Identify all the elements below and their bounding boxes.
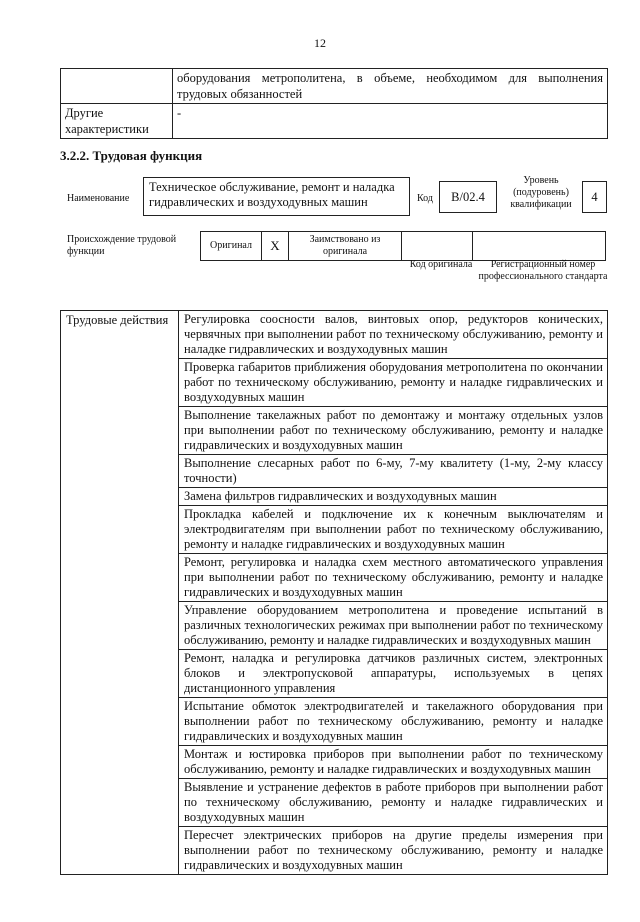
action-item: Испытание обмоток электродвигателей и такелажного оборудования при выполнении работ по техническому обслуживанию, ремонту и наладке гидравлических и воздуходувных машин [179, 698, 608, 746]
origin-reg-caption: Регистрационный номер профессионального стандарта [478, 259, 608, 282]
function-level: 4 [582, 181, 607, 213]
name-label: Наименование [67, 193, 130, 204]
page-number: 12 [314, 36, 326, 50]
level-label: Уровень (подуровень) квалификации [510, 175, 572, 210]
action-item: Проверка габаритов приближения оборудования метрополитена по окончании работ по техническому обслуживанию, ремонту и наладке гидравлических и воздуходувных машин [179, 359, 608, 407]
action-item: Монтаж и юстировка приборов при выполнении работ по техническому обслуживанию, ремонту и наладке гидравлических и воздуходувных машин [179, 746, 608, 779]
table-row [61, 104, 608, 139]
actions-label: Трудовые действия [61, 311, 179, 875]
origin-label: Происхождение трудовой функции [67, 234, 177, 257]
action-item: Ремонт, наладка и регулировка датчиков различных систем, электронных блоков и электропусковой аппаратуры, используемых в цепях дистанционного управления [179, 650, 608, 698]
action-item: Управление оборудованием метрополитена и проведение испытаний в различных технологических режимах при выполнении работ по техническому обслуживанию, ремонту и наладке гидравлических и воздуходувных машин [179, 602, 608, 650]
origin-code-caption: Код оригинала [409, 259, 473, 270]
action-item: Замена фильтров гидравлических и воздуходувных машин [179, 488, 608, 506]
top-table [60, 68, 608, 139]
action-item: Выполнение такелажных работ по демонтажу и монтажу отдельных узлов при выполнении работ по техническому обслуживанию, ремонту и наладке гидравлических и воздуходувных машин [179, 407, 608, 455]
actions-table [60, 310, 608, 875]
code-label: Код [417, 193, 433, 204]
action-item: Прокладка кабелей и подключение их к конечным выключателям и электродвигателям при выполнении работ по техническому обслуживанию, ремонту и наладке гидравлических и воздуходувных машин [179, 506, 608, 554]
original-mark: X [262, 232, 289, 261]
action-item: Пересчет электрических приборов на другие пределы измерения при выполнении работ по техническому обслуживанию, ремонту и наладке гидравлических и воздуходувных машин [179, 827, 608, 875]
action-item: Выполнение слесарных работ по 6-му, 7-му квалитету (1-му, 2-му классу точности) [179, 455, 608, 488]
origin-table [200, 231, 606, 261]
function-name: Техническое обслуживание, ремонт и наладка гидравлических и воздуходувных машин [143, 177, 410, 216]
action-item: Регулировка соосности валов, винтовых опор, редукторов конических, червячных при выполнении работ по техническому обслуживанию, ремонту и наладке гидравлических и воздуходувных машин [179, 311, 608, 359]
origin-reg-cell [473, 232, 606, 261]
table-row [61, 69, 608, 104]
row-label [61, 69, 173, 104]
action-item: Выявление и устранение дефектов в работе приборов при выполнении работ по техническому обслуживанию, ремонту и наладке гидравлических и воздуходувных машин [179, 779, 608, 827]
table-row [61, 311, 608, 359]
row-value: оборудования метрополитена, в объеме, необходимом для выполнения трудовых обязанностей [173, 69, 608, 104]
origin-code-cell [402, 232, 473, 261]
row-value-other: - [173, 104, 608, 139]
function-code: B/02.4 [439, 181, 497, 213]
borrowed-label: Заимствовано из оригинала [289, 232, 402, 261]
original-label: Оригинал [201, 232, 262, 261]
action-item: Ремонт, регулировка и наладка схем местного автоматического управления при выполнении работ по техническому обслуживанию, ремонту и наладке гидравлических и воздуходувных машин [179, 554, 608, 602]
row-label-other: Другие характеристики [61, 104, 173, 139]
section-title: 3.2.2. Трудовая функция [60, 148, 203, 163]
